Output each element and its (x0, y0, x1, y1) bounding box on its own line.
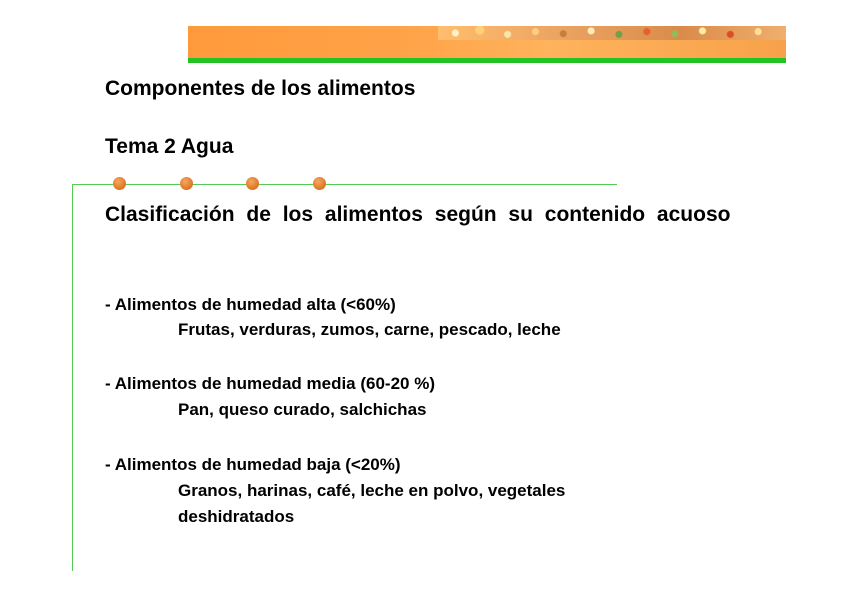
banner-food-image (438, 26, 786, 40)
examples-high-moisture: Frutas, verduras, zumos, carne, pescado, leche (178, 320, 561, 339)
examples-low-moisture: Granos, harinas, café, leche en polvo, vegetales deshidratados (178, 481, 566, 526)
bullet-dot-4 (313, 177, 326, 190)
category-medium-moisture: - Alimentos de humedad media (60-20 %) (105, 374, 435, 393)
bullet-dot-1 (113, 177, 126, 190)
category-low-moisture: - Alimentos de humedad baja (<20%) (105, 455, 401, 474)
examples-medium-moisture: Pan, queso curado, salchichas (178, 400, 427, 419)
bullet-dot-2 (180, 177, 193, 190)
slide-title: Componentes de los alimentos (105, 77, 416, 100)
category-high-moisture: - Alimentos de humedad alta (<60%) (105, 295, 396, 314)
header-banner (188, 26, 786, 58)
bullet-dot-3 (246, 177, 259, 190)
banner-green-stripe (188, 58, 786, 63)
section-heading: Clasificación de los alimentos según su contenido acuoso (105, 203, 731, 226)
horizontal-rule (72, 184, 617, 185)
slide-subtitle: Tema 2 Agua (105, 135, 234, 158)
vertical-rule (72, 184, 73, 571)
